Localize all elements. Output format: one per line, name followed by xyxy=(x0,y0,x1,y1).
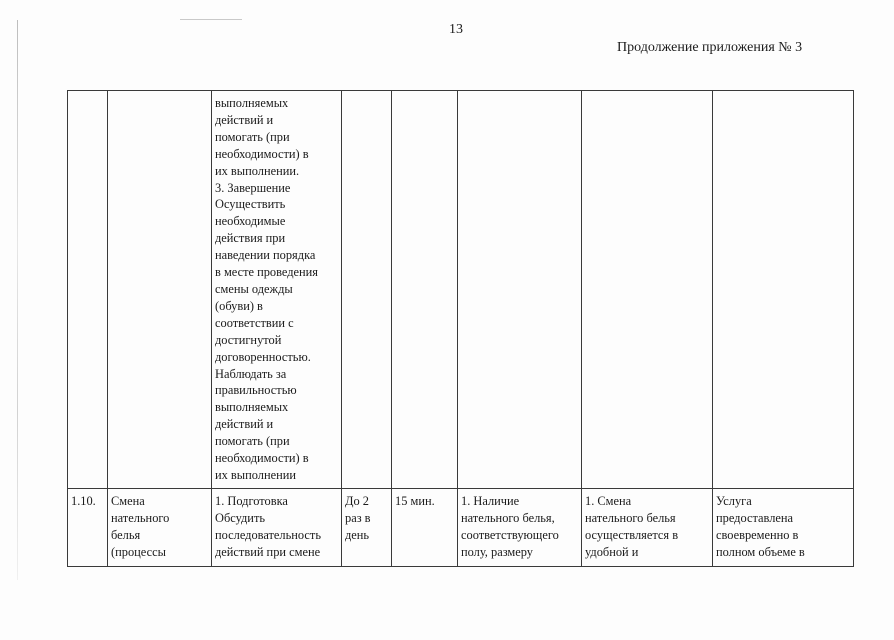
cell-quality-indicators xyxy=(458,91,582,489)
appendix-continuation-note: Продолжение приложения № 3 xyxy=(617,40,803,55)
cell-duration: 15 мин. xyxy=(392,489,458,567)
cell-service-description: 1. Подготовка Обсудить последовательность действий при смене xyxy=(212,489,342,567)
cell-conditions: 1. Смена нательного белья осуществляется в удобной и xyxy=(582,489,713,567)
cell-number xyxy=(68,91,108,489)
cell-result-evaluation: Услуга предоставлена своевременно в полном объеме в xyxy=(713,489,854,567)
cell-number: 1.10. xyxy=(68,489,108,567)
scan-edge-mark xyxy=(17,20,18,580)
cell-quality-indicators: 1. Наличие нательного белья, соответствующего полу, размеру xyxy=(458,489,582,567)
cell-service-name: Смена нательного белья (процессы xyxy=(108,489,212,567)
table-row xyxy=(68,489,854,567)
cell-frequency xyxy=(342,91,392,489)
cell-result-evaluation xyxy=(713,91,854,489)
cell-service-description: выполняемых действий и помогать (при необходимости) в их выполнении. 3. Завершение Осуществить необходимые действия при наведении порядка в месте проведения смены одежды (обуви) в соответствии с достигнутой договоренностью. Наблюдать за правильностью выполняемых действий и помогать (при необходимости) в их выполнении xyxy=(212,91,342,489)
cell-duration xyxy=(392,91,458,489)
cell-service-name xyxy=(108,91,212,489)
table-row xyxy=(68,91,854,489)
page-number: 13 xyxy=(449,22,463,37)
cell-conditions xyxy=(582,91,713,489)
services-table xyxy=(67,90,854,567)
cell-frequency: До 2 раз в день xyxy=(342,489,392,567)
scan-top-mark xyxy=(180,19,242,20)
